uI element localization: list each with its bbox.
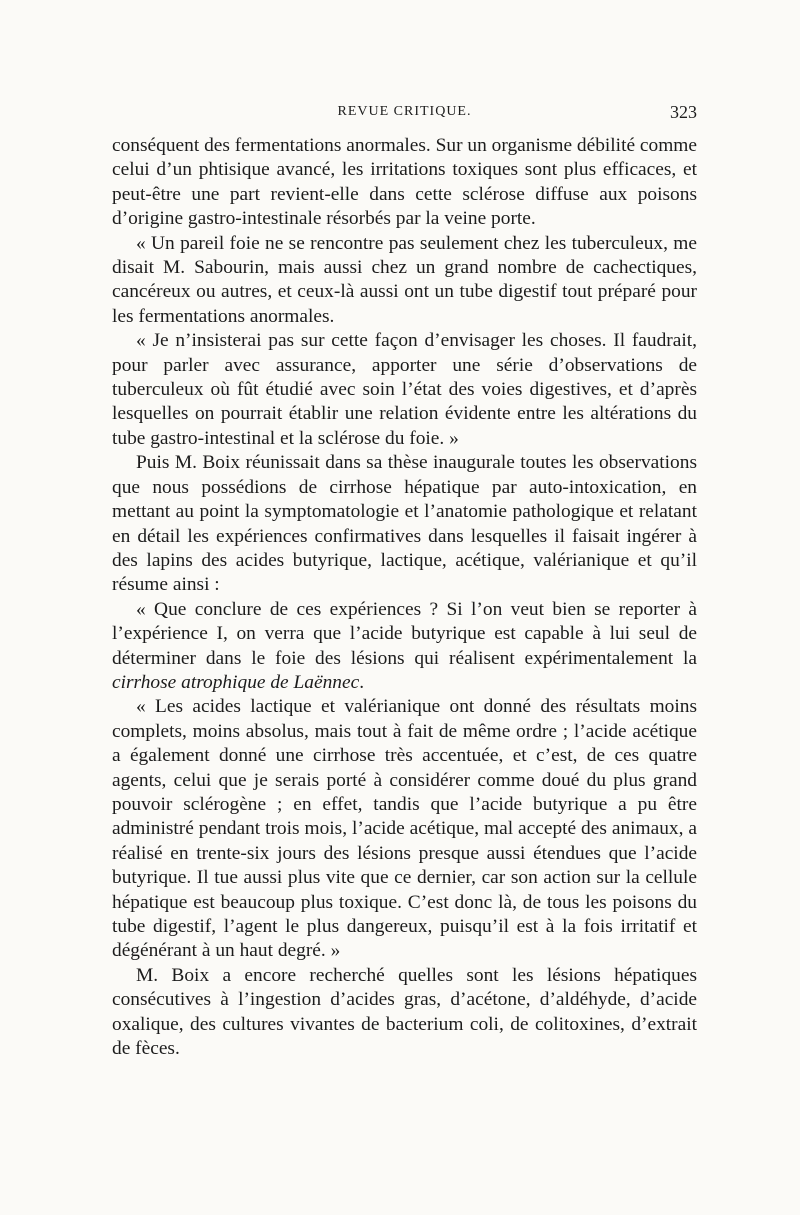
paragraph-4: Puis M. Boix réunissait dans sa thèse inaugurale toutes les observations que nous possédions de cirrhose hépatique par auto-intoxication, en mettant au point la symptomatologie et l’anatomie pathologique et relatant en détail les expériences confirmatives dans lesquelles il faisait ingérer à des lapins des acides butyrique, lactique, acétique, valérianique et qu’il résume ainsi : — [112, 452, 697, 596]
paragraph-1: conséquent des fermentations anormales. Sur un organisme débilité comme celui d’un phtisique avancé, les irritations toxiques sont plus efficaces, et peut-être une part revient-elle dans cette sclérose diffuse aux poisons d’origine gastro-intestinale résorbés par la veine porte. — [112, 135, 697, 230]
paragraph-5-italic: cirrhose atrophique de Laënnec — [112, 671, 360, 693]
paragraph-5 — [112, 598, 697, 696]
paragraph-2: « Un pareil foie ne se rencontre pas seulement chez les tuberculeux, me disait M. Sabourin, mais aussi chez un grand nombre de cachectiques, cancéreux ou autres, et ceux-là aussi ont un tube digestif tout préparé pour les fermentations anormales. — [112, 232, 697, 327]
body-text — [112, 134, 697, 1061]
paragraph-7: M. Boix a encore recherché quelles sont les lésions hépatiques consécutives à l’ingestion d’acides gras, d’acétone, d’aldéhyde, d’acide oxalique, des cultures vivantes de bacterium coli, de colitoxines, d’extrait de fèces. — [112, 964, 697, 1060]
book-page — [112, 104, 697, 1061]
paragraph-3: « Je n’insisterai pas sur cette façon d’envisager les choses. Il faudrait, pour parler avec assurance, apporter une série d’observations de tuberculeux où fût étudié avec soin l’état des voies digestives, et d’après lesquelles on pourrait établir une relation évidente entre les altérations du tube gastro-intestinal et la sclérose du foie. » — [112, 330, 697, 449]
page-number: 323 — [670, 102, 697, 122]
running-header — [112, 104, 697, 126]
paragraph-5-after: . — [359, 671, 365, 693]
paragraph-6: « Les acides lactique et valérianique ont donné des résultats moins complets, moins absolus, mais tout à fait de même ordre ; l’acide acétique a également donné une cirrhose très accentuée, et c’est, de ces quatre agents, celui que je serais porté à considérer comme doué du plus grand pouvoir sclérogène ; en effet, tandis que l’acide butyrique a pu être administré pendant trois mois, l’acide acétique, mal accepté des animaux, a réalisé en trente-six jours des lésions presque aussi étendues que l’acide butyrique. Il tue aussi plus vite que ce dernier, car son action sur la cellule hépatique est beaucoup plus toxique. C’est donc là, de tous les poisons du tube digestif, l’agent le plus dangereux, puisqu’il est à la fois irritatif et dégénérant à un haut degré. » — [112, 696, 697, 962]
paragraph-5-text: « Que conclure de ces expériences ? Si l’on veut bien se reporter à l’expérience I, on verra que l’acide butyrique est capable à lui seul de déterminer dans le foie des lésions qui réalisent expérimentalement la — [112, 598, 697, 669]
running-title: REVUE CRITIQUE. — [337, 104, 472, 119]
